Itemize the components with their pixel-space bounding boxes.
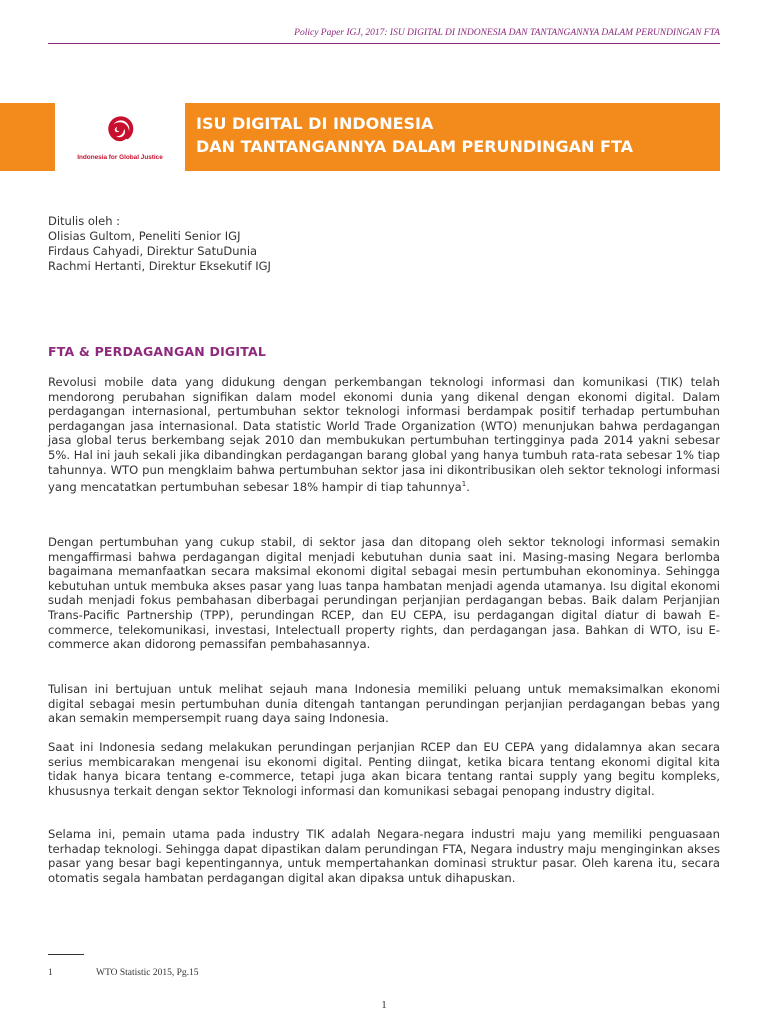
author-item: Rachmi Hertanti, Direktur Eksekutif IGJ (48, 259, 271, 273)
footnote-text: WTO Statistic 2015, Pg.15 (96, 968, 199, 978)
footnote (48, 968, 198, 978)
footnote-divider (48, 954, 84, 955)
logo-org-name: Indonesia for Global Justice (77, 154, 163, 161)
igj-logo (55, 103, 185, 171)
document-title (196, 112, 633, 158)
paragraph-3: Tulisan ini bertujuan untuk melihat sejauh mana Indonesia memiliki peluang untuk memaksimalkan ekonomi digital sebagai mesin pertumbuhan dunia ditengah tantangan perundingan perjanjian perdagangan bebas yang akan semakin mempersempit ruang daya saing Indonesia. (48, 682, 720, 726)
paragraph-1-end: . (466, 480, 470, 495)
author-item: Olisias Gultom, Peneliti Senior IGJ (48, 229, 241, 243)
page-number: 1 (381, 999, 387, 1011)
section-heading: FTA & PERDAGANGAN DIGITAL (48, 344, 267, 359)
authors-label: Ditulis oleh : (48, 214, 121, 228)
title-line-2: DAN TANTANGANNYA DALAM PERUNDINGAN FTA (196, 137, 633, 156)
author-item: Firdaus Cahyadi, Direktur SatuDunia (48, 244, 258, 258)
paragraph-1-text: Revolusi mobile data yang didukung dengan perkembangan teknologi informasi dan komunikasi (TIK) telah mendorong perubahan signifikan dalam model ekonomi dunia yang dikenal dengan ekonomi digital. Dalam perdagangan internasional, pertumbuhan sektor teknologi informasi berdampak positif terhadap pertumbuhan perdagangan jasa internasional. Data statistic World Trade Organization (WTO) menunjukan bahwa perdagangan jasa global terus berkembang sejak 2010 dan membukukan pertumbuhan tertingginya pada 2014 yakni sebesar 5%. Hal ini jauh sekali jika dibandingkan perdagangan barang global yang hanya tumbuh rata-rata sebesar 1% tiap tahunnya. WTO pun mengklaim bahwa pertumbuhan sektor jasa ini dikontribusikan oleh sektor teknologi informasi yang mencatatkan pertumbuhan sebesar 18% hampir di tiap tahunnya (48, 375, 720, 495)
running-header: Policy Paper IGJ, 2017: ISU DIGITAL DI INDONESIA DAN TANTANGANNYA DALAM PERUNDINGAN FTA (294, 28, 720, 38)
title-line-1: ISU DIGITAL DI INDONESIA (196, 114, 434, 133)
footnote-ref-1: 1 (461, 480, 467, 489)
spiral-logo-icon (102, 109, 138, 149)
paragraph-1 (48, 375, 720, 495)
header-divider (48, 43, 720, 44)
paragraph-2: Dengan pertumbuhan yang cukup stabil, di sektor jasa dan ditopang oleh sektor teknologi informasi semakin mengaffirmasi bahwa perdagangan digital menjadi kebutuhan dunia saat ini. Masing-masing Negara berlomba bagaimana memanfaatkan secara maksimal ekonomi digital sebagai mesin pertumbuhan ekonominya. Sehingga kebutuhan untuk membuka akses pasar yang luas tanpa hambatan menjadi agenda utamanya. Isu digital ekonomi sudah menjadi fokus pembahasan diberbagai perundingan perjanjian perdagangan bebas. Baik dalam Perjanjian Trans-Pacific Partnership (TPP), perundingan RCEP, dan EU CEPA, isu perdagangan digital diatur di bawah E-commerce, telekomunikasi, investasi, Intelectuall property rights, dan perdagangan jasa. Bahkan di WTO, isu E-commerce akan didorong pemassifan pembahasannya. (48, 535, 720, 652)
paragraph-4: Saat ini Indonesia sedang melakukan perundingan perjanjian RCEP dan EU CEPA yang didalamnya akan secara serius membicarakan mengenai isu ekonomi digital. Penting diingat, ketika bicara tentang ekonomi digital kita tidak hanya bicara tentang e-commerce, tetapi juga akan bicara tentang rantai supply yang begitu kompleks, khususnya terkait dengan sektor Teknologi informasi dan komunikasi sebagai penopang industry digital. (48, 740, 720, 798)
authors-block (48, 214, 271, 274)
footnote-number: 1 (48, 968, 53, 978)
paragraph-5: Selama ini, pemain utama pada industry TIK adalah Negara-negara industri maju yang memiliki penguasaan terhadap teknologi. Sehingga dapat dipastikan dalam perundingan FTA, Negara industry maju menginginkan akses pasar yang besar bagi kepentingannya, untuk mempertahankan dominasi struktur pasar. Oleh karena itu, secara otomatis segala hambatan perdagangan digital akan dipaksa untuk dihapuskan. (48, 827, 720, 885)
